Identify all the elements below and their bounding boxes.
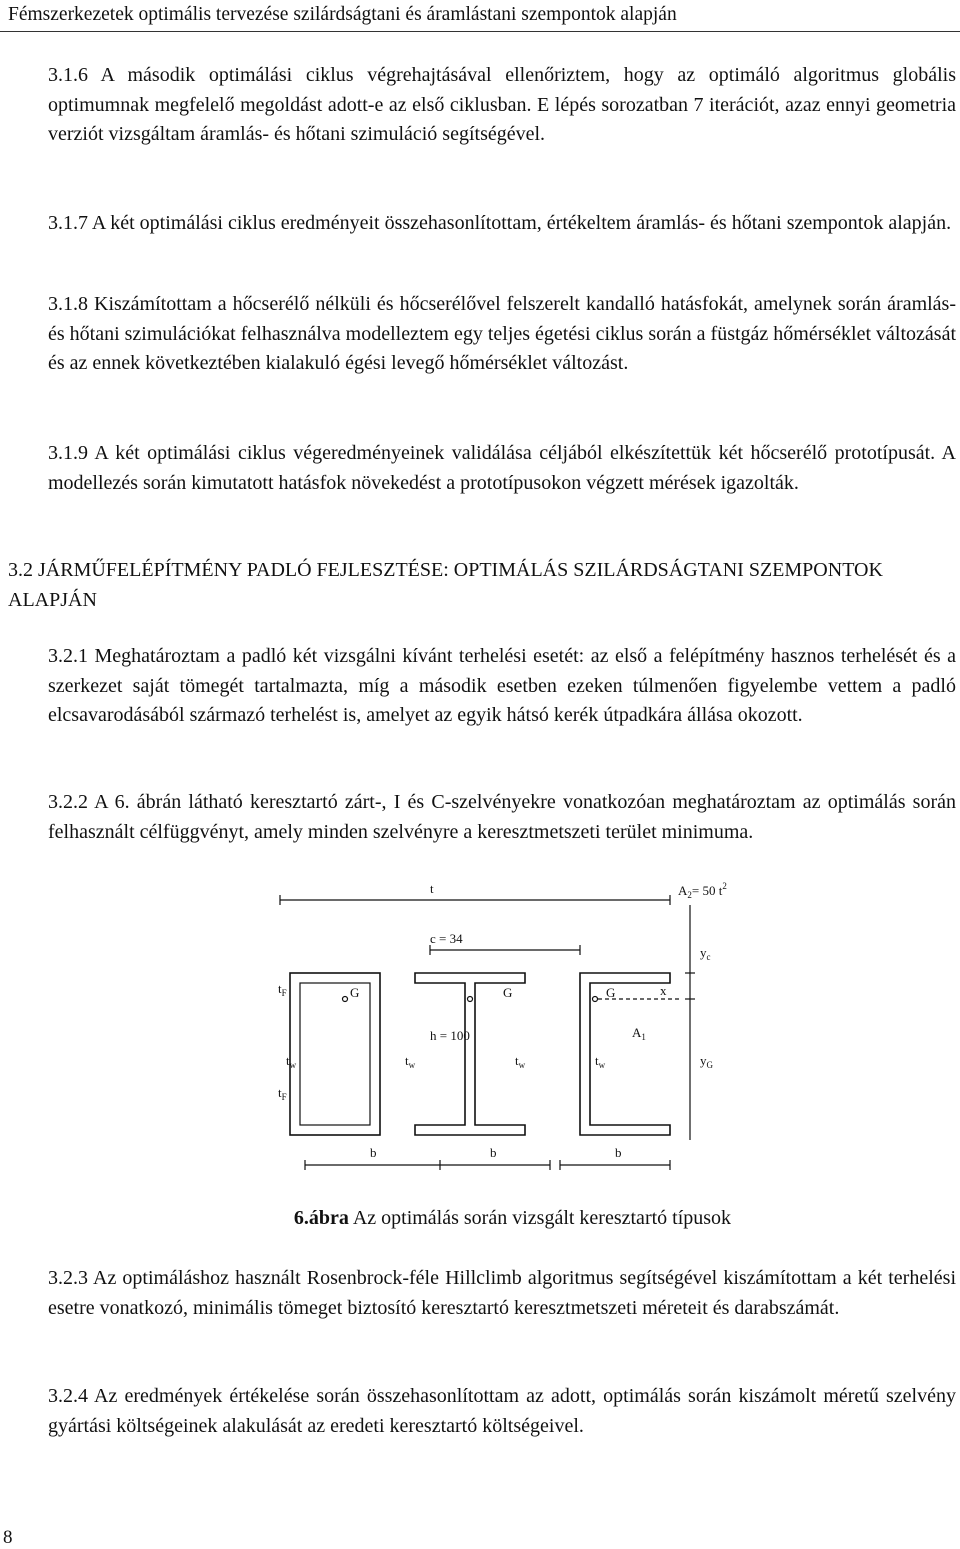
label-tw-2: $t_w$ [405,1053,416,1070]
label-x: x [660,983,667,998]
label-tf-top: $t_F$ [278,981,287,998]
label-tw-3: $t_w$ [515,1053,526,1070]
paragraph-3-2-3: 3.2.3 Az optimáláshoz használt Rosenbrock-féle Hillclimb algoritmus segítségével kiszámítottam a két terhelési esetre vonatkozó, minimális tömeget biztosító keresztartó keresztmetszeti méreteit és darabszámát. [48,1267,956,1319]
figure-6-cross-sections [260,875,760,1175]
label-g-c: G [606,985,616,1000]
figure-caption-number: 6.ábra [293,1207,349,1229]
paragraph-3-2-2: 3.2.2 A 6. ábrán látható keresztartó zárt-, I és C-szelvényekre vonatkozóan meghatároztam az optimálás során felhasznált célfüggvényt, amely minden szelvényre a keresztmetszeti terület minimuma. [48,791,956,843]
label-c: c = 34 [430,931,463,946]
paragraph-3-2-1: 3.2.1 Meghatároztam a padló két vizsgálni kívánt terhelési esetét: az első a felépítmény hasznos terhelését és a szerkezet saját tömegét tartalmazta, míg a második esetben ezeken túlmenően figyelembe vettem a padló elcsavarodásából származó terhelést is, amelyet az egyik hátsó kerék útpadkára állása okozott. [48,645,956,726]
label-a1: $A_1$ [632,1025,646,1042]
label-b-3: b [615,1145,622,1160]
label-g-i: G [503,985,513,1000]
section-heading-3-2: 3.2 JÁRMŰFELÉPÍTMÉNY PADLÓ FEJLESZTÉSE: OPTIMÁLÁS SZILÁRDSÁGTANI SZEMPONTOK ALAPJÁN [8,559,883,611]
label-g-box: G [350,985,360,1000]
label-t: t [430,881,434,896]
label-tw-1: $t_w$ [286,1053,297,1070]
paragraph-3-1-7: 3.1.7 A két optimálási ciklus eredményeit összehasonlítottam, értékeltem áramlás- és hőtani szempontok alapján. [48,212,952,234]
label-b-1: b [370,1145,377,1160]
paragraph-3-1-8: 3.1.8 Kiszámítottam a hőcserélő nélküli és hőcserélővel felszerelt kandalló hatásfokát, amelynek során áramlás- és hőtani szimulációkat felhasználva modelleztem egy teljes égetési ciklus során a füstgáz hőmérséklet változását és az ennek következtében kialakuló égési levegő hőmérséklet változást. [48,293,956,374]
header-rule [0,31,960,32]
page-number: 8 [3,1527,13,1548]
paragraph-3-2-4: 3.2.4 Az eredmények értékelése során összehasonlítottam az adott, optimálás során kiszámolt méretű szelvény gyártási költségeinek alakulását az eredeti keresztartó költségeivel. [48,1385,956,1437]
label-tw-4: $t_w$ [595,1053,606,1070]
running-header: Fémszerkezetek optimális tervezése szilárdságtani és áramlástani szempontok alapján [8,4,677,25]
figure-caption-text: Az optimálás során vizsgált keresztartó típusok [348,1207,732,1229]
label-yc: $y_c$ [700,945,711,962]
figure-caption [0,1205,960,1231]
label-tf-bottom: $t_F$ [278,1085,287,1102]
label-yg: $y_G$ [700,1053,713,1070]
label-b-2: b [490,1145,497,1160]
paragraph-3-1-9: 3.1.9 A két optimálási ciklus végeredményeinek validálása céljából elkészítettük két hőcserélő prototípusát. A modellezés során kimutatott hatásfok növekedést a prototípusokon végzett mérések igazolták. [48,442,956,494]
paragraph-3-1-6: 3.1.6 A második optimálási ciklus végrehajtásával ellenőriztem, hogy az optimáló algoritmus globális optimumnak megfelelő megoldást adott-e az első ciklusban. E lépés sorozatban 7 iterációt, azaz ennyi geometria verziót vizsgáltam áramlás- és hőtani szimuláció segítségével. [48,64,956,145]
cross-section-drawing [260,875,760,1175]
label-h: h = 100 [430,1028,470,1043]
label-a2: $A_2= 50$ $t^2$ [678,881,727,900]
